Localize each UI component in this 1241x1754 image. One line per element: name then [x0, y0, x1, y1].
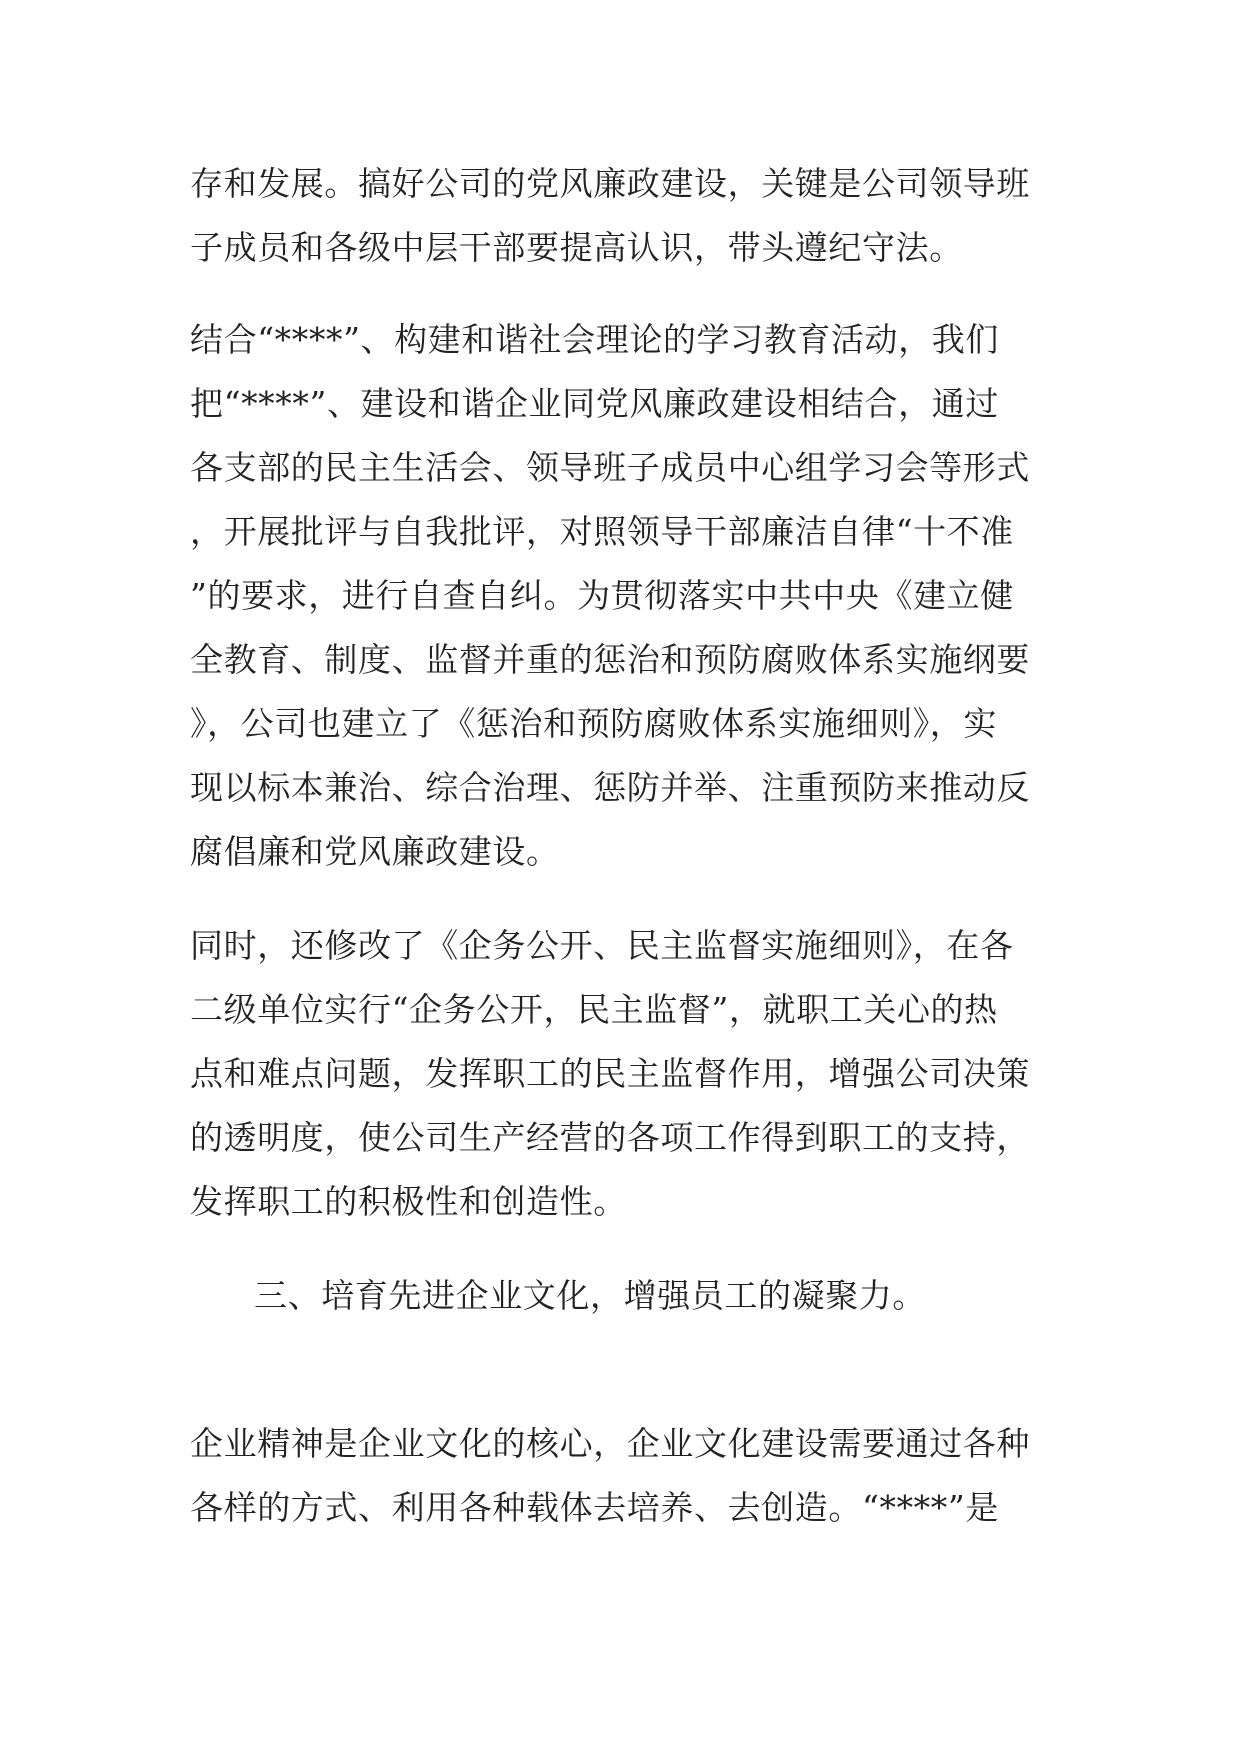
paragraph-3-line-1: 同时，还修改了《企务公开、民主监督实施细则》，在各 — [190, 926, 1014, 965]
paragraph-2-line-2: 把“****”、建设和谐企业同党风廉政建设相结合，通过 — [190, 384, 999, 423]
paragraph-2-line-3: 各支部的民主生活会、领导班子成员中心组学习会等形式 — [190, 448, 1030, 487]
paragraph-2-line-9: 腐倡廉和党风廉政建设。 — [190, 832, 560, 871]
paragraph-1-line-1: 存和发展。搞好公司的党风廉政建设，关键是公司领导班 — [190, 164, 1030, 203]
paragraph-3-line-4: 的透明度，使公司生产经营的各项工作得到职工的支持， — [190, 1118, 1030, 1157]
paragraph-5-line-1: 企业精神是企业文化的核心，企业文化建设需要通过各种 — [190, 1424, 1030, 1463]
paragraph-2-line-6: 全教育、制度、监督并重的惩治和预防腐败体系实施纲要 — [190, 640, 1030, 679]
paragraph-3-line-3: 点和难点问题，发挥职工的民主监督作用，增强公司决策 — [190, 1054, 1030, 1093]
paragraph-3-line-2: 二级单位实行“企务公开，民主监督”，就职工关心的热 — [190, 990, 998, 1029]
section-heading: 三、培育先进企业文化，增强员工的凝聚力。 — [254, 1276, 926, 1315]
paragraph-1-line-2: 子成员和各级中层干部要提高认识，带头遵纪守法。 — [190, 228, 963, 267]
paragraph-5-line-2: 各样的方式、利用各种载体去培养、去创造。“****”是 — [190, 1488, 999, 1527]
paragraph-2-line-4: ，开展批评与自我批评，对照领导干部廉洁自律“十不准 — [190, 512, 1014, 551]
paragraph-2-line-1: 结合“****”、构建和谐社会理论的学习教育活动，我们 — [190, 320, 999, 359]
paragraph-2-line-5: ”的要求，进行自查自纠。为贯彻落实中共中央《建立健 — [190, 576, 1014, 615]
paragraph-2-line-7: 》，公司也建立了《惩治和预防腐败体系实施细则》，实 — [190, 704, 997, 743]
paragraph-3-line-5: 发挥职工的积极性和创造性。 — [190, 1182, 627, 1221]
paragraph-2-line-8: 现以标本兼治、综合治理、惩防并举、注重预防来推动反 — [190, 768, 1030, 807]
